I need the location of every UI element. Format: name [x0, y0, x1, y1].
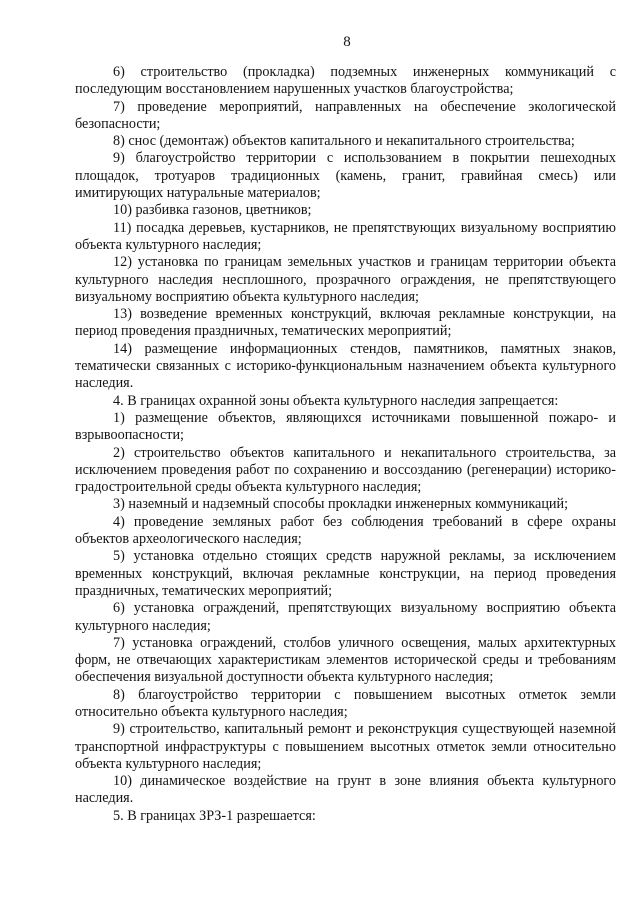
page-number: 8	[343, 34, 351, 50]
list-item: 13) возведение временных конструкций, включая рекламные конструкции, на период проведения праздничных, тематических мероприятий;	[75, 306, 616, 340]
list-item: 1) размещение объектов, являющихся источниками повышенной пожаро- и взрывоопасности;	[75, 409, 616, 444]
list-item: 12) установка по границам земельных участков и границам территории объекта культурного наследия несплошного, прозрачного ограждения, не препятствующего визуальному восприятию объекта культурного наследия;	[75, 254, 616, 305]
list-item: 14) размещение информационных стендов, памятников, памятных знаков, тематически связанных с историко-функциональным назначением объекта культурного наследия.	[75, 340, 616, 392]
list-item: 6) установка ограждений, препятствующих визуальному восприятию объекта культурного наследия;	[75, 600, 616, 634]
list-item: 8) благоустройство территории с повышением высотных отметок земли относительно объекта культурного наследия;	[75, 686, 616, 720]
list-item: 6) строительство (прокладка) подземных инженерных коммуникаций с последующим восстановлением нарушенных участков благоустройства;	[75, 64, 616, 98]
list-item: 10) разбивка газонов, цветников;	[113, 202, 312, 219]
list-item: 4) проведение земляных работ без соблюдения требований в сфере охраны объектов археологического наследия;	[75, 513, 616, 548]
section-heading: 4. В границах охранной зоны объекта культурного наследия запрещается:	[113, 392, 559, 409]
document-body	[75, 64, 616, 825]
list-item: 5) установка отдельно стоящих средств наружной рекламы, за исключением временных конструкций, включая рекламные конструкции, на период проведения праздничных, тематических мероприятий;	[75, 548, 616, 599]
list-item: 11) посадка деревьев, кустарников, не препятствующих визуальному восприятию объекта культурного наследия;	[75, 219, 616, 253]
section-heading: 5. В границах ЗРЗ-1 разрешается:	[113, 807, 316, 824]
list-item: 8) снос (демонтаж) объектов капитального и некапитального строительства;	[113, 133, 575, 150]
list-item: 3) наземный и надземный способы прокладки инженерных коммуникаций;	[113, 496, 569, 513]
list-item: 10) динамическое воздействие на грунт в зоне влияния объекта культурного наследия.	[75, 773, 616, 807]
list-item: 7) установка ограждений, столбов уличного освещения, малых архитектурных форм, не отвечающих характеристикам элементов исторической среды и требованиям обеспечения визуальной доступности объекта культурного наследия;	[75, 634, 616, 686]
list-item: 9) строительство, капитальный ремонт и реконструкция существующей наземной транспортной инфраструктуры с повышением высотных отметок земли относительно объекта культурного наследия;	[75, 721, 616, 772]
list-item: 7) проведение мероприятий, направленных на обеспечение экологической безопасности;	[75, 98, 616, 132]
list-item: 2) строительство объектов капитального и некапитального строительства, за исключением проведения работ по сохранению и воссозданию (регенерации) историко-градостроительной среды объекта культурного наследия;	[75, 444, 616, 496]
list-item: 9) благоустройство территории с использованием в покрытии пешеходных площадок, тротуаров традиционных (камень, гранит, гравийная смесь) или имитирующих натуральные материалов;	[75, 150, 616, 202]
